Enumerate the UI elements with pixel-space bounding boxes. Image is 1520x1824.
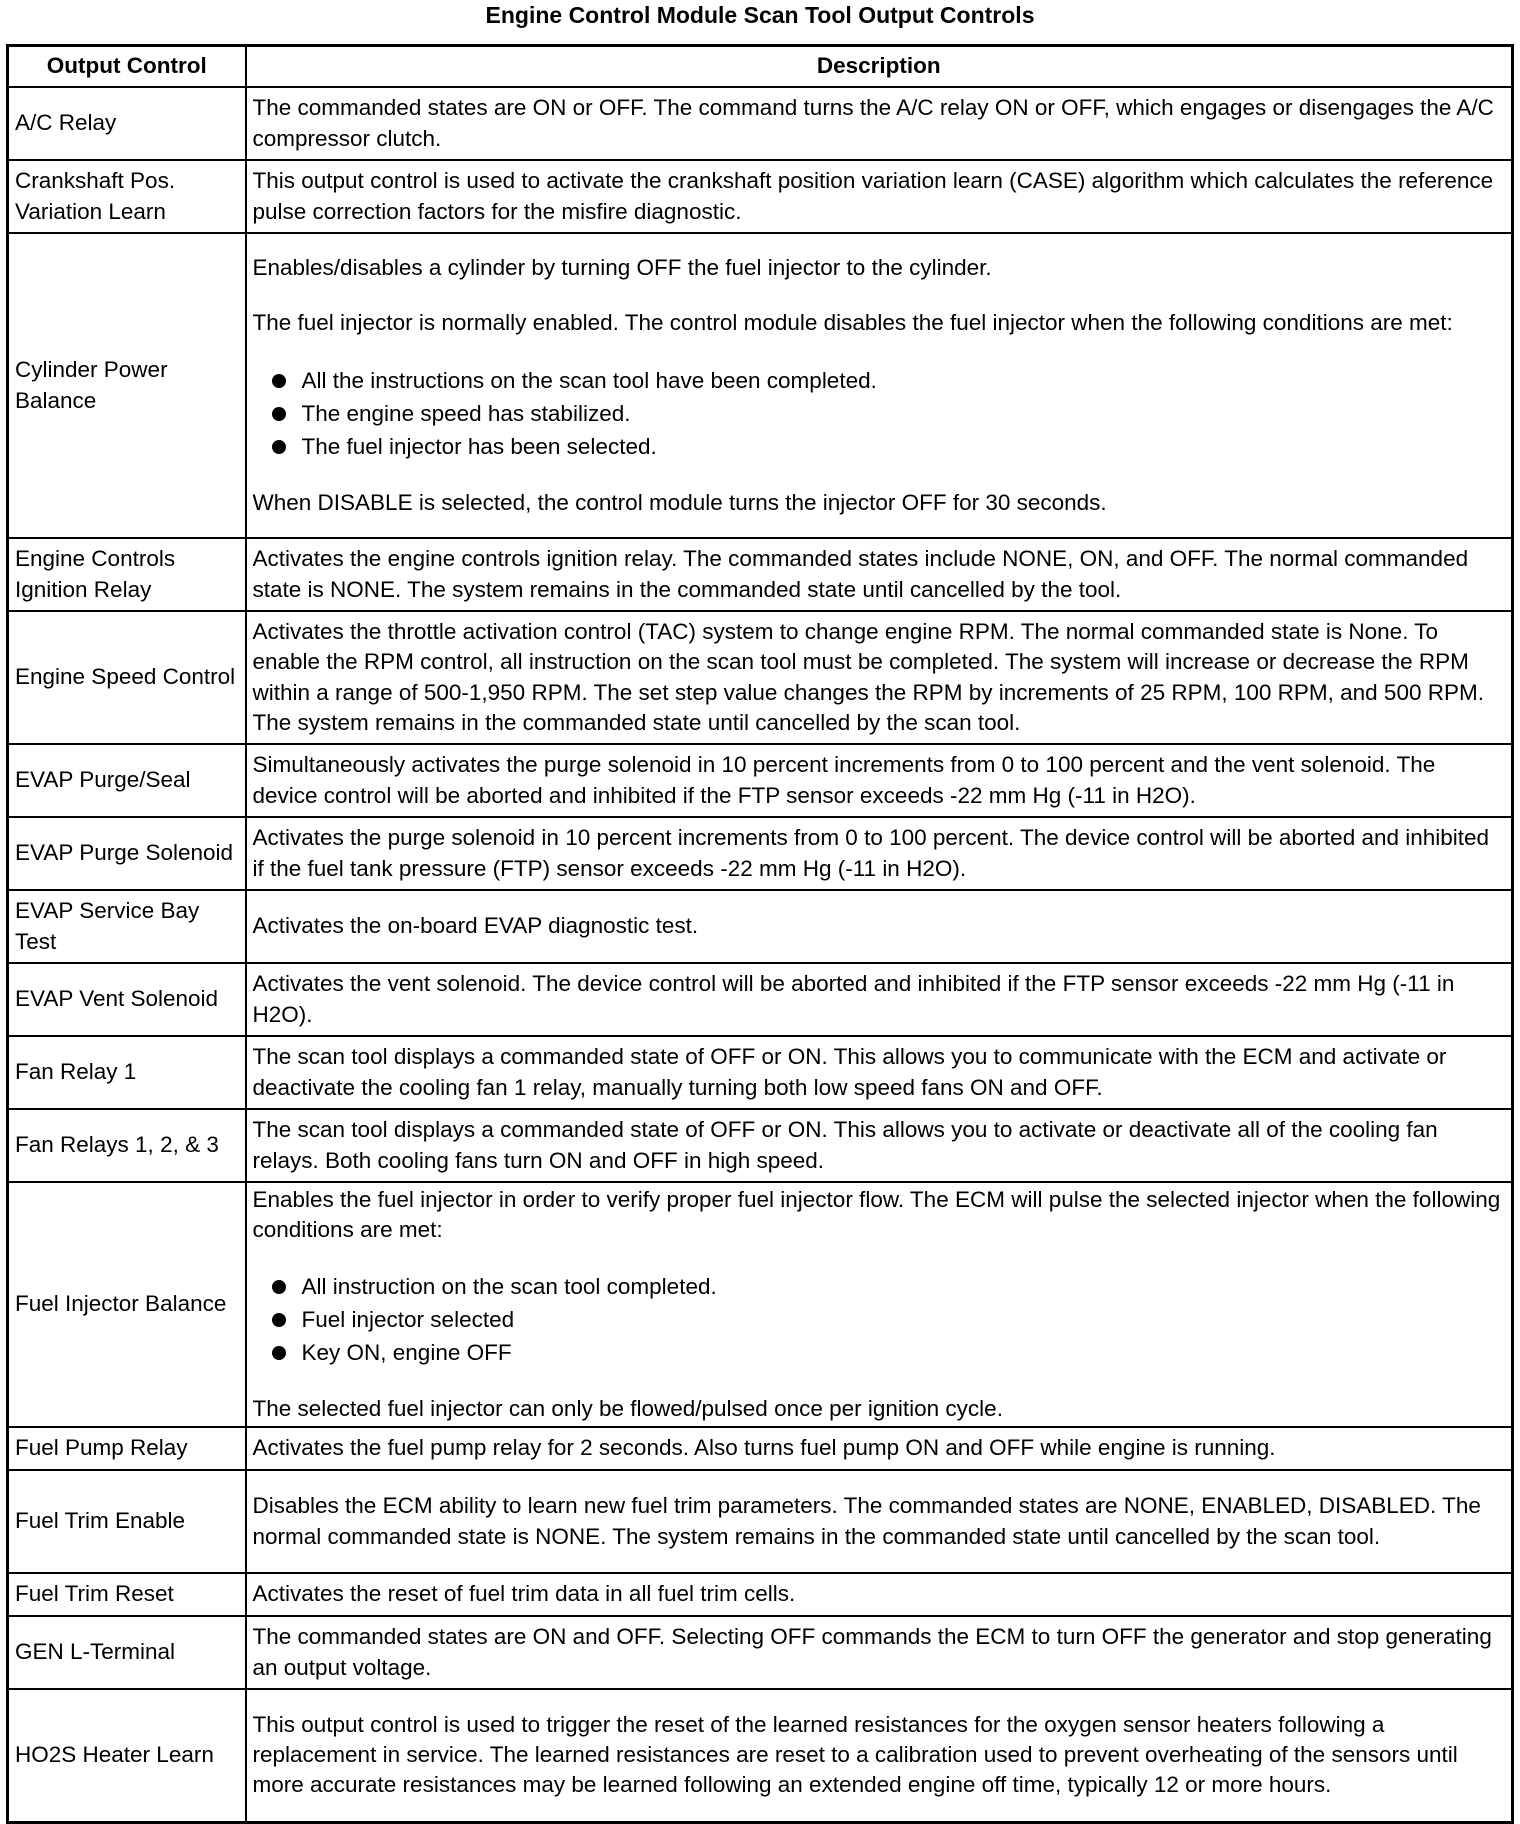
output-control-description [246,160,1513,233]
output-control-name: A/C Relay [8,87,246,160]
table-row [8,1573,1513,1616]
output-control-name: Fuel Trim Enable [8,1470,246,1573]
output-control-description [246,1182,1513,1427]
table-row [8,1427,1513,1470]
description-text: The commanded states are ON and OFF. Selecting OFF commands the ECM to turn OFF the generator and stop generating an output voltage. [252,1624,1492,1680]
table-row [8,1182,1513,1427]
output-control-description [246,233,1513,538]
output-control-name: EVAP Purge/Seal [8,744,246,817]
description-text: Activates the throttle activation control (TAC) system to change engine RPM. The normal commanded state is None. To enable the RPM control, all instruction on the scan tool must be completed. The system will increase or decrease the RPM within a range of 500-1,950 RPM. The set step value changes the RPM by increments of 25 RPM, 100 RPM, and 500 RPM. The system remains in the commanded state until cancelled by the scan tool. [252,619,1484,735]
output-control-description [246,611,1513,744]
table-row [8,87,1513,160]
description-text: Enables the fuel injector in order to verify proper fuel injector flow. The ECM will pulse the selected injector when the following conditions are met: [252,1186,1501,1242]
table-row [8,744,1513,817]
output-control-name: Crankshaft Pos. Variation Learn [8,160,246,233]
output-control-description [246,1573,1513,1616]
table-row [8,1109,1513,1182]
output-control-name: Fan Relay 1 [8,1036,246,1109]
table-row [8,538,1513,611]
list-item: Key ON, engine OFF [253,1336,1506,1369]
list-item: Fuel injector selected [253,1303,1506,1336]
output-control-name: Fuel Pump Relay [8,1427,246,1470]
bullet-icon [272,1313,286,1327]
list-item: The engine speed has stabilized. [253,397,1506,430]
list-item: All the instructions on the scan tool have been completed. [253,364,1506,397]
description-text: The selected fuel injector can only be flowed/pulsed once per ignition cycle. [252,1396,1003,1422]
table-header-row [8,46,1513,88]
output-control-name: Fuel Trim Reset [8,1573,246,1616]
description-text: Activates the reset of fuel trim data in all fuel trim cells. [252,1581,796,1607]
list-item: The fuel injector has been selected. [253,430,1506,463]
condition-list [253,364,1506,463]
description-text: Activates the on-board EVAP diagnostic test. [252,913,699,939]
description-text: The scan tool displays a commanded state of OFF or ON. This allows you to activate or deactivate all of the cooling fan relays. Both cooling fans turn ON and OFF in high speed. [252,1117,1438,1173]
description-text: When DISABLE is selected, the control module turns the injector OFF for 30 seconds. [252,489,1107,515]
bullet-icon [272,440,286,454]
output-control-description [246,890,1513,963]
output-control-description [246,744,1513,817]
output-control-description [246,538,1513,611]
description-text: Activates the purge solenoid in 10 percent increments from 0 to 100 percent. The device control will be aborted and inhibited if the fuel tank pressure (FTP) sensor exceeds -22 mm Hg (-11 in H2O). [252,825,1490,881]
output-control-description [246,1109,1513,1182]
output-control-name: EVAP Vent Solenoid [8,963,246,1036]
description-text: The commanded states are ON or OFF. The command turns the A/C relay ON or OFF, which engages or disengages the A/C compressor clutch. [252,95,1494,151]
output-control-name: Fan Relays 1, 2, & 3 [8,1109,246,1182]
output-control-name: Cylinder Power Balance [8,233,246,538]
output-control-description [246,1616,1513,1689]
bullet-icon [272,1346,286,1360]
page-title: Engine Control Module Scan Tool Output Controls [485,2,1035,28]
condition-list [253,1270,1506,1369]
output-control-description [246,1470,1513,1573]
output-control-description [246,1689,1513,1822]
table-row [8,611,1513,744]
column-header-output-control: Output Control [8,46,246,88]
output-control-description [246,1427,1513,1470]
output-control-description [246,87,1513,160]
description-text: The scan tool displays a commanded state of OFF or ON. This allows you to communicate with the ECM and activate or deactivate the cooling fan 1 relay, manually turning both low speed fans ON and OFF. [252,1044,1447,1100]
table-row [8,1689,1513,1822]
output-control-description [246,1036,1513,1109]
column-header-description: Description [246,46,1513,88]
description-text: This output control is used to trigger the reset of the learned resistances for the oxygen sensor heaters following a replacement in service. The learned resistances are reset to a calibration used to prevent overheating of the sensors until more accurate resistances may be learned following an extended engine off time, typically 12 or more hours. [252,1711,1458,1798]
output-control-name: Engine Speed Control [8,611,246,744]
output-control-name: EVAP Purge Solenoid [8,817,246,890]
bullet-icon [272,374,286,388]
description-text: Activates the fuel pump relay for 2 seconds. Also turns fuel pump ON and OFF while engine is running. [252,1435,1276,1461]
output-control-name: HO2S Heater Learn [8,1689,246,1822]
output-control-description [246,817,1513,890]
table-row [8,817,1513,890]
output-control-name: EVAP Service Bay Test [8,890,246,963]
table-row [8,1470,1513,1573]
description-text: The fuel injector is normally enabled. The control module disables the fuel injector when the following conditions are met: [252,310,1453,336]
table-row [8,963,1513,1036]
description-text: Activates the engine controls ignition relay. The commanded states include NONE, ON, and OFF. The normal commanded state is NONE. The system remains in the commanded state until cancelled by the tool. [252,546,1469,602]
description-text: Activates the vent solenoid. The device control will be aborted and inhibited if the FTP sensor exceeds -22 mm Hg (-11 in H2O). [252,971,1455,1027]
output-control-name: Fuel Injector Balance [8,1182,246,1427]
bullet-icon [272,1280,286,1294]
table-row [8,1616,1513,1689]
output-control-name: Engine Controls Ignition Relay [8,538,246,611]
table-row [8,160,1513,233]
description-text: This output control is used to activate the crankshaft position variation learn (CASE) algorithm which calculates the reference pulse correction factors for the misfire diagnostic. [252,168,1494,224]
output-control-description [246,963,1513,1036]
table-row [8,233,1513,538]
table-row [8,1036,1513,1109]
description-text: Disables the ECM ability to learn new fuel trim parameters. The commanded states are NONE, ENABLED, DISABLED. The normal commanded state is NONE. The system remains in the commanded state until cancelled by the scan tool. [252,1493,1481,1549]
output-controls-table [6,44,1514,1824]
table-row [8,890,1513,963]
bullet-icon [272,407,286,421]
description-text: Simultaneously activates the purge solenoid in 10 percent increments from 0 to 100 percent and the vent solenoid. The device control will be aborted and inhibited if the FTP sensor exceeds -22 mm Hg (-11 in H2O). [252,752,1436,808]
output-control-name: GEN L-Terminal [8,1616,246,1689]
list-item: All instruction on the scan tool completed. [253,1270,1506,1303]
description-text: Enables/disables a cylinder by turning OFF the fuel injector to the cylinder. [252,255,992,281]
